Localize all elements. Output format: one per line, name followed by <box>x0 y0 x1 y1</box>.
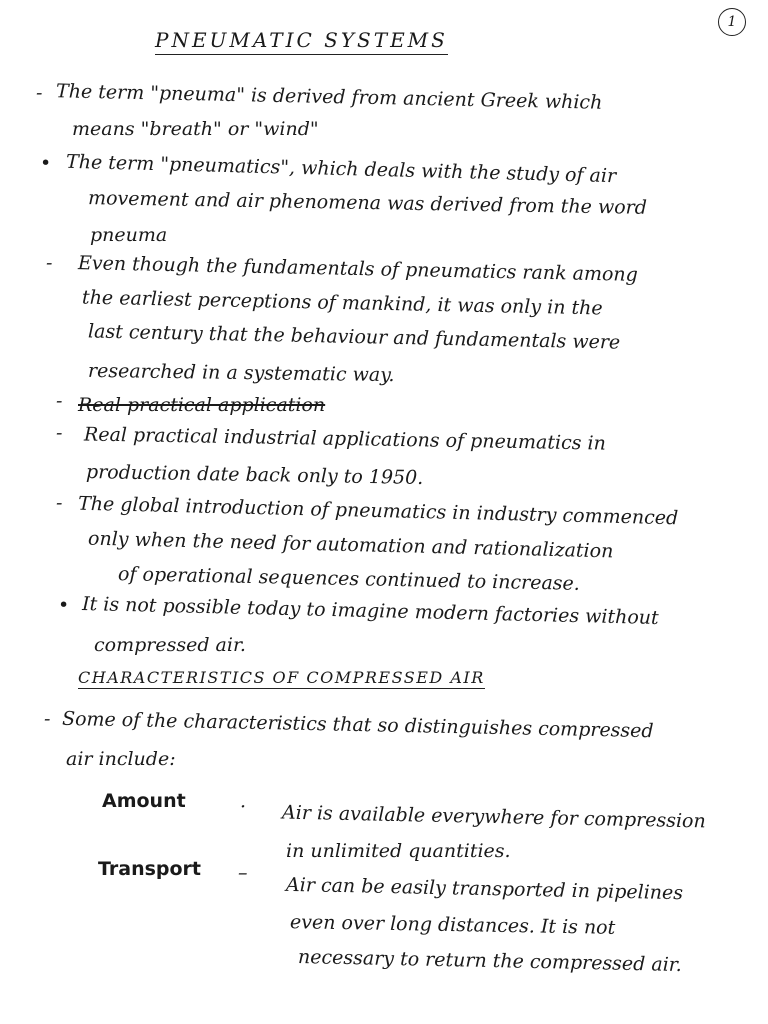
text-line: in unlimited quantities. <box>286 840 511 862</box>
text-line: The term "pneumatics", which deals with the study of air <box>65 150 617 188</box>
text-line: Air can be easily transported in pipelines <box>285 873 684 905</box>
term-dash: – <box>238 862 248 884</box>
text-line: necessary to return the compressed air. <box>297 945 683 977</box>
characteristic-term: Transport <box>98 858 202 880</box>
text-line: air include: <box>66 748 176 770</box>
bullet-marker: • <box>58 594 70 616</box>
text-line: movement and air phenomena was derived from the word <box>87 187 648 219</box>
bullet-marker: - <box>36 82 43 104</box>
text-line: researched in a systematic way. <box>87 359 395 387</box>
bullet-marker: - <box>46 252 53 274</box>
text-line: Even though the fundamentals of pneumatics rank among <box>77 252 639 286</box>
bullet-marker: - <box>56 422 63 444</box>
text-line: only when the need for automation and rationalization <box>87 527 614 563</box>
text-line: Some of the characteristics that so distinguishes compressed <box>61 707 654 743</box>
text-line: The term "pneuma" is derived from ancient Greek which <box>55 80 603 114</box>
section-heading: CHARACTERISTICS OF COMPRESSED AIR <box>78 668 485 687</box>
term-dash: · <box>240 796 247 818</box>
bullet-marker: - <box>56 492 63 514</box>
text-line: the earliest perceptions of mankind, it was only in the <box>81 286 603 320</box>
text-line: Real practical industrial applications of pneumatics in <box>83 423 607 455</box>
bullet-marker: - <box>44 708 51 730</box>
text-line: last century that the behaviour and fundamentals were <box>87 320 621 354</box>
text-line: It is not possible today to imagine modern factories without <box>81 592 659 630</box>
page-number: 1 <box>718 8 746 36</box>
text-line: of operational sequences continued to increase. <box>117 563 581 595</box>
characteristic-term: Amount <box>102 790 186 812</box>
text-line: Air is available everywhere for compression <box>281 801 706 833</box>
text-line: pneuma <box>90 224 168 246</box>
text-line: even over long distances. It is not <box>289 911 616 939</box>
page-title: PNEUMATIC SYSTEMS <box>155 28 448 55</box>
bullet-marker: - <box>56 390 63 412</box>
bullet-marker: • <box>40 152 52 174</box>
text-line: means "breath" or "wind" <box>72 118 319 140</box>
text-line: The global introduction of pneumatics in industry commenced <box>77 492 679 530</box>
crossed-out-line: Real practical application <box>78 394 326 416</box>
text-line: production date back only to 1950. <box>85 461 424 489</box>
text-line: compressed air. <box>94 634 246 656</box>
